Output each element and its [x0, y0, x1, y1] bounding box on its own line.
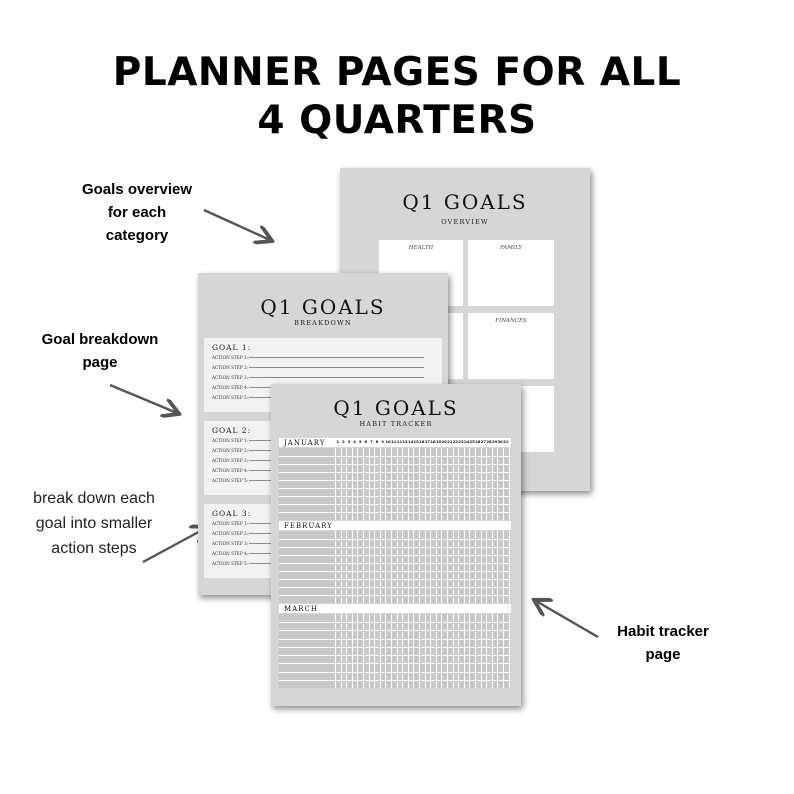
grid-col-line [357, 614, 358, 688]
grid-col-line [408, 614, 409, 688]
callout-line: Goal breakdown [41, 331, 159, 348]
grid-col-line [335, 614, 336, 688]
grid-col-line [430, 448, 431, 520]
grid-row-line [279, 663, 511, 664]
action-step-label: ACTION STEP 3: [212, 375, 249, 380]
grid-col-line [453, 531, 454, 603]
grid-row-line [279, 488, 511, 489]
category-label: FINANCES [495, 318, 527, 324]
grid-col-line [357, 448, 358, 520]
grid-col-line [492, 531, 493, 603]
arrow-icon [536, 601, 598, 637]
action-step-label: ACTION STEP 5: [212, 561, 249, 566]
month-header [279, 521, 511, 530]
step-line [249, 357, 424, 358]
habit-grid [279, 531, 511, 603]
grid-col-line [391, 448, 392, 520]
day-number: 7 [370, 439, 373, 444]
grid-col-line [436, 614, 437, 688]
goal-label: GOAL 1: [212, 343, 252, 352]
habit-grid [279, 448, 511, 520]
grid-col-line [335, 448, 336, 520]
grid-row-line [279, 630, 511, 631]
day-number: 1 [336, 439, 340, 444]
grid-col-line [481, 448, 482, 520]
goal-label: GOAL 2: [212, 426, 252, 435]
action-step-label: ACTION STEP 5: [212, 395, 249, 400]
callout-line: goal into smaller [35, 515, 153, 532]
grid-col-line [492, 448, 493, 520]
action-step-label: ACTION STEP 3: [212, 458, 249, 463]
grid-col-line [397, 531, 398, 603]
grid-col-line [357, 531, 358, 603]
day-number: 8 [375, 439, 379, 444]
day-number: 17 [424, 439, 431, 444]
grid-col-line [413, 448, 414, 520]
grid-row-line [279, 595, 511, 596]
grid-col-line [464, 448, 465, 520]
grid-col-line [475, 614, 476, 688]
grid-col-line [380, 531, 381, 603]
day-number: 21 [447, 439, 453, 444]
grid-col-line [380, 448, 381, 520]
grid-col-line [419, 531, 420, 603]
grid-col-line [464, 614, 465, 688]
grid-col-line [402, 448, 403, 520]
grid-col-line [486, 531, 487, 603]
day-number: 13 [402, 439, 408, 444]
grid-col-line [363, 531, 364, 603]
day-number: 31 [503, 439, 509, 444]
action-step-label: ACTION STEP 1: [212, 521, 249, 526]
goal-label: GOAL 3: [212, 509, 252, 518]
action-step-label: ACTION STEP 4: [212, 551, 249, 556]
day-number: 4 [353, 439, 356, 444]
day-number: 27 [480, 439, 487, 444]
page-subtitle: HABIT TRACKER [359, 420, 433, 428]
day-number: 10 [385, 439, 391, 444]
page-subtitle: OVERVIEW [441, 218, 489, 226]
grid-col-line [447, 531, 448, 603]
day-number: 24 [463, 439, 470, 444]
grid-col-line [385, 448, 386, 520]
grid-col-line [469, 531, 470, 603]
callout-line: break down each [33, 490, 155, 507]
action-step-label: ACTION STEP 3: [212, 541, 249, 546]
grid-col-line [419, 448, 420, 520]
day-number: 2 [342, 439, 345, 444]
grid-col-line [385, 614, 386, 688]
grid-col-line [503, 531, 504, 603]
grid-col-line [447, 448, 448, 520]
grid-row-line [279, 512, 511, 513]
grid-col-line [509, 531, 510, 603]
callout-line: Goals overview [81, 181, 193, 198]
grid-row-line [279, 547, 511, 548]
grid-col-line [509, 448, 510, 520]
grid-row-line [279, 622, 511, 623]
day-number: 30 [497, 439, 503, 444]
grid-col-line [469, 614, 470, 688]
habit-grid [279, 614, 511, 688]
grid-col-line [369, 531, 370, 603]
arrow-icon [204, 210, 270, 240]
day-number: 28 [486, 439, 492, 444]
grid-col-line [369, 614, 370, 688]
grid-col-line [458, 614, 459, 688]
grid-col-line [380, 614, 381, 688]
step-line [249, 367, 424, 368]
grid-col-line [430, 614, 431, 688]
month-name: JANUARY [284, 439, 326, 447]
grid-col-line [346, 448, 347, 520]
day-number: 26 [475, 439, 481, 444]
action-step-label: ACTION STEP 2: [212, 448, 249, 453]
grid-col-line [503, 448, 504, 520]
month-name: MARCH [284, 605, 318, 613]
grid-col-line [397, 614, 398, 688]
grid-col-line [352, 448, 353, 520]
day-numbers [335, 439, 509, 447]
callout-line: for each [107, 204, 167, 221]
grid-col-line [453, 614, 454, 688]
grid-col-line [341, 614, 342, 688]
grid-col-line [408, 531, 409, 603]
day-number: 20 [441, 439, 447, 444]
grid-col-line [441, 531, 442, 603]
action-step-label: ACTION STEP 4: [212, 385, 249, 390]
grid-col-line [352, 614, 353, 688]
grid-col-line [436, 531, 437, 603]
category-box [468, 313, 554, 379]
month-header [279, 604, 511, 613]
grid-col-line [397, 448, 398, 520]
grid-col-line [458, 448, 459, 520]
grid-col-line [408, 448, 409, 520]
grid-row-line [279, 587, 511, 588]
day-number: 25 [469, 439, 475, 444]
grid-row-line [279, 480, 511, 481]
grid-row-line [279, 579, 511, 580]
grid-row-line [279, 563, 511, 564]
arrow-icon [143, 528, 206, 562]
grid-row-line [279, 456, 511, 457]
grid-col-line [486, 448, 487, 520]
grid-row-line [279, 555, 511, 556]
grid-col-line [481, 531, 482, 603]
page-title: Q1 GOALS [333, 396, 459, 420]
action-step-label: ACTION STEP 1: [212, 355, 249, 360]
grid-col-line [441, 614, 442, 688]
month-header [279, 438, 511, 447]
grid-col-line [419, 614, 420, 688]
grid-col-line [374, 448, 375, 520]
headline-line-2: 4 QUARTERS [257, 98, 537, 143]
grid-col-line [425, 448, 426, 520]
grid-col-line [402, 614, 403, 688]
grid-col-line [492, 614, 493, 688]
grid-col-line [481, 614, 482, 688]
grid-col-line [447, 614, 448, 688]
grid-row-line [279, 680, 511, 681]
grid-col-line [497, 614, 498, 688]
grid-col-line [430, 531, 431, 603]
grid-col-line [341, 531, 342, 603]
day-number: 16 [419, 439, 425, 444]
day-number: 19 [435, 439, 442, 444]
grid-col-line [464, 531, 465, 603]
arrow-icon [110, 385, 177, 413]
step-line [249, 377, 424, 378]
action-step-label: ACTION STEP 5: [212, 478, 249, 483]
grid-col-line [436, 448, 437, 520]
grid-row-line [279, 504, 511, 505]
day-number: 23 [458, 439, 464, 444]
month-name: FEBRUARY [284, 522, 333, 530]
page-title: Q1 GOALS [402, 190, 528, 214]
grid-col-line [497, 448, 498, 520]
grid-col-line [425, 614, 426, 688]
grid-row-line [279, 472, 511, 473]
headline-line-1: PLANNER PAGES FOR ALL [112, 50, 682, 95]
day-number: 29 [491, 439, 498, 444]
grid-row-line [279, 647, 511, 648]
grid-col-line [458, 531, 459, 603]
day-number: 22 [452, 439, 459, 444]
action-step-label: ACTION STEP 1: [212, 438, 249, 443]
day-number: 18 [430, 439, 436, 444]
grid-col-line [453, 448, 454, 520]
grid-col-line [363, 614, 364, 688]
grid-col-line [363, 448, 364, 520]
grid-col-line [475, 531, 476, 603]
grid-col-line [413, 531, 414, 603]
grid-col-line [369, 448, 370, 520]
category-label: FAMILY [499, 245, 523, 251]
grid-col-line [352, 531, 353, 603]
grid-col-line [413, 614, 414, 688]
grid-row-line [279, 672, 511, 673]
day-number: 5 [358, 439, 362, 444]
action-step-label: ACTION STEP 2: [212, 365, 249, 370]
grid-col-line [497, 531, 498, 603]
action-step-label: ACTION STEP 4: [212, 468, 249, 473]
grid-col-line [486, 614, 487, 688]
grid-row-line [279, 571, 511, 572]
callout-line: page [82, 354, 118, 371]
grid-row-line [279, 464, 511, 465]
grid-col-line [469, 448, 470, 520]
grid-row-line [279, 496, 511, 497]
grid-col-line [335, 531, 336, 603]
page-title: Q1 GOALS [260, 295, 386, 319]
grid-col-line [341, 448, 342, 520]
grid-col-line [346, 531, 347, 603]
day-number: 14 [407, 439, 414, 444]
grid-col-line [346, 614, 347, 688]
day-number: 15 [413, 439, 419, 444]
grid-col-line [391, 531, 392, 603]
callout-line: category [105, 227, 169, 244]
day-number: 3 [347, 439, 351, 444]
grid-col-line [391, 614, 392, 688]
page-subtitle: BREAKDOWN [294, 319, 352, 327]
grid-col-line [441, 448, 442, 520]
grid-row-line [279, 655, 511, 656]
callout-line: page [645, 646, 681, 663]
category-label: HEALTH [408, 245, 434, 251]
grid-row-line [279, 539, 511, 540]
grid-row-line [279, 639, 511, 640]
grid-col-line [475, 448, 476, 520]
category-box [468, 240, 554, 306]
grid-col-line [374, 531, 375, 603]
callout-line: Habit tracker [617, 623, 709, 640]
grid-col-line [509, 614, 510, 688]
grid-col-line [425, 531, 426, 603]
day-number: 9 [381, 439, 384, 444]
grid-col-line [402, 531, 403, 603]
habit-tracker-page [271, 384, 521, 706]
grid-col-line [503, 614, 504, 688]
day-number: 11 [391, 439, 397, 444]
grid-col-line [385, 531, 386, 603]
day-number: 6 [364, 439, 368, 444]
day-number: 12 [396, 439, 403, 444]
action-step-label: ACTION STEP 2: [212, 531, 249, 536]
callout-line: action steps [51, 540, 137, 557]
grid-col-line [374, 614, 375, 688]
